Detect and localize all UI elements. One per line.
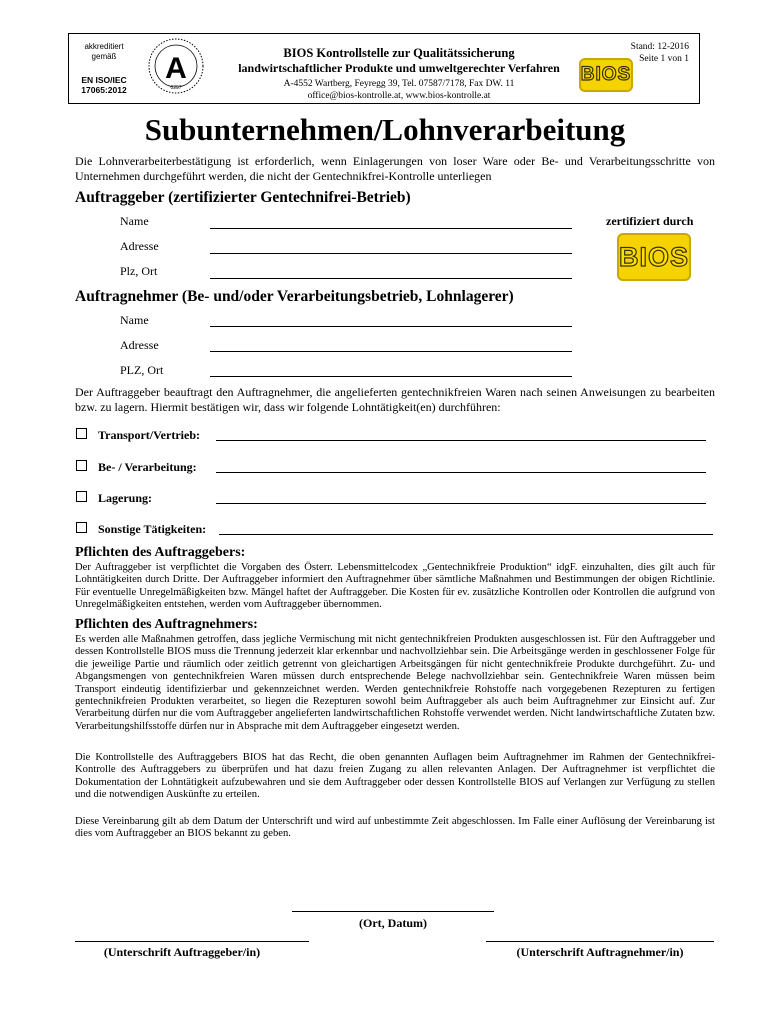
bios-logo-large <box>617 233 691 281</box>
accreditation-line-2: gemäß <box>91 52 117 61</box>
iso-standard-line-2: 17065:2012 <box>81 85 127 95</box>
org-contact: office@bios-kontrolle.at, www.bios-kontrolle.at <box>307 91 491 101</box>
place-date-label: (Ort, Datum) <box>359 916 427 930</box>
client-city-label: Plz, Ort <box>120 264 158 278</box>
intro-text: Die Lohnverarbeiterbestätigung ist erforderlich, wenn Einlagerungen von loser Ware oder Be- und Verarbeitungsschritte von Unternehmen durchgeführt werden, die nicht der Gentechnikfrei-Kontrolle unterliegen <box>75 154 715 183</box>
client-city-field[interactable] <box>210 278 572 279</box>
contractor-address-label: Adresse <box>120 338 159 352</box>
org-subtitle: landwirtschaftlicher Produkte und umweltgerechter Verfahren <box>238 61 560 75</box>
place-date-field[interactable] <box>292 911 494 912</box>
client-address-label: Adresse <box>120 239 159 253</box>
document-version <box>631 41 689 65</box>
contractor-signature-field[interactable] <box>486 941 714 942</box>
iso-standard-line-1: EN ISO/IEC <box>81 75 127 85</box>
header-box <box>68 33 700 104</box>
org-address: A-4552 Wartberg, Feyregg 39, Tel. 07587/7178, Fax DW. 11 <box>283 79 515 89</box>
contractor-name-label: Name <box>120 313 149 327</box>
client-name-label: Name <box>120 214 149 228</box>
client-duties-text: Der Auftraggeber ist verpflichtet die Vorgaben des Österr. Lebensmittelcodex „Gentechnikfreie Produktion“ idgF. einzuhalten, dies gilt auch für Lohntätigkeiten durch Dritte. Der Auftraggeber informiert den Auftragnehmer über sämtliche Maßnahmen und Bestimmungen der obigen Richtlinie. Für eventuelle Unregelmäßigkeiten bzw. Mängel haftet der Auftraggeber. Die Kosten für ev. zusätzliche Kontrollen oder Kontrollen die aufgrund von Unregelmäßigkeiten entstehen, werden vom Auftraggeber übernommen. <box>75 562 715 611</box>
contractor-duties-text: Es werden alle Maßnahmen getroffen, dass jegliche Vermischung mit nicht gentechnikfreien Produkten ausgeschlossen ist. Für den Auftraggeber und dessen Kontrollstelle BIOS muss die Trennung jederzeit klar erkennbar und nachvollziehbar sein. Die Arbeitsgänge werden in geschlossener Folge für die jeweilige Partie und räumlich oder zeitlich getrennt von gleichartigen Arbeitsgängen für nicht gentechnikfreie Produkte durchgeführt. Zu- und Abgangsmengen von gentechnikfreien Waren müssen durch entsprechende Belege nachvollziehbar sein. Gentechnikfreie Waren müssen beim Transport eindeutig identifizierbar und gekennzeichnet werden. Werden gentechnikfreie Rohstoffe nach vorgegebenen Rezepturen zu fertigen gentechnikfreien Produkten verarbeitet, so liegen die Rezepturen sowohl beim Auftraggeber als auch beim Auftragnehmer zur Einsicht auf. Zur Verarbeitung dürfen nur die vom Auftraggeber angelieferten landwirtschaftlichen Rohstoffe verwendet werden. Nicht landwirtschaftliche Zutaten bzw. Verarbeitungshilfsstoffe dürfen nur in Absprache mit dem Auftraggeber eingesetzt werden. <box>75 634 715 732</box>
activity-field-other[interactable] <box>219 534 713 535</box>
activity-label-storage: Lagerung: <box>98 491 152 505</box>
contractor-address-field[interactable] <box>210 351 572 352</box>
contractor-city-field[interactable] <box>210 376 572 377</box>
activity-label-processing: Be- / Verarbeitung: <box>98 460 197 474</box>
client-duties-heading: Pflichten des Auftraggebers: <box>75 545 246 560</box>
contractor-name-field[interactable] <box>210 326 572 327</box>
accreditation-block <box>73 42 135 95</box>
activity-checkbox-transport[interactable] <box>76 428 87 439</box>
activity-label-other: Sonstige Tätigkeiten: <box>98 522 207 536</box>
contractor-heading: Auftragnehmer (Be- und/oder Verarbeitungsbetrieb, Lohnlagerer) <box>75 288 514 305</box>
org-name: BIOS Kontrollstelle zur Qualitätssicherung <box>283 46 515 60</box>
agreement-text: Diese Vereinbarung gilt ab dem Datum der Unterschrift und wird auf unbestimmte Zeit abgeschlossen. Im Falle einer Auflösung der Vereinbarung ist dies vom Auftraggeber an BIOS bekannt zu geben. <box>75 816 715 840</box>
stand-date: Stand: 12-2016 <box>630 42 689 52</box>
bios-logo-large-text: BIOS <box>619 241 690 272</box>
activity-label-transport: Transport/Vertrieb: <box>98 428 200 442</box>
contractor-city-label: PLZ, Ort <box>120 363 164 377</box>
activity-field-processing[interactable] <box>216 472 706 473</box>
page-number: Seite 1 von 1 <box>639 54 689 64</box>
activity-field-storage[interactable] <box>216 503 706 504</box>
contractor-duties-heading: Pflichten des Auftragnehmers: <box>75 617 258 632</box>
client-address-field[interactable] <box>210 253 572 254</box>
seal-number: 0297 <box>170 85 182 91</box>
org-info <box>209 45 589 102</box>
activity-checkbox-storage[interactable] <box>76 491 87 502</box>
bios-logo-text: BIOS <box>580 64 632 85</box>
activity-checkbox-other[interactable] <box>76 522 87 533</box>
bios-logo <box>579 58 633 92</box>
client-signature-label: (Unterschrift Auftraggeber/in) <box>103 945 261 959</box>
commission-text: Der Auftraggeber beauftragt den Auftragnehmer, die angelieferten gentechnikfreien Waren nach seinen Anweisungen zu bearbeiten bzw. zu lagern. Hiermit bestätigen wir, dass wir folgende Lohntätigkeit(en) durchführen: <box>75 385 715 414</box>
contractor-signature-label: (Unterschrift Auftragnehmer/in) <box>516 945 684 959</box>
activity-field-transport[interactable] <box>216 440 706 441</box>
certified-by-label: zertifiziert durch <box>606 214 694 228</box>
accreditation-line-1: akkreditiert <box>84 42 124 51</box>
page-title: Subunternehmen/Lohnverarbeitung <box>144 112 626 147</box>
seal-letter: A <box>165 52 187 85</box>
client-heading: Auftraggeber (zertifizierter Gentechnifrei-Betrieb) <box>75 189 411 206</box>
client-name-field[interactable] <box>210 228 572 229</box>
accreditation-seal-icon <box>147 37 205 95</box>
inspection-rights-text: Die Kontrollstelle des Auftraggebers BIOS hat das Recht, die oben genannten Auflagen beim Auftragnehmer im Rahmen der Gentechnikfrei-Kontrolle des Auftraggebers zu überprüfen und hat dazu freien Zugang zu allen relevanten Anlagen. Der Auftragnehmer ist verpflichtet die Dokumentation der Lohntätigkeit aufzubewahren und sie dem Auftraggeber oder dessen Kontrollstelle BIOS auf Verlangen zur Verfügung zu stellen und die notwendigen Auskünfte zu erteilen. <box>75 752 715 801</box>
client-signature-field[interactable] <box>75 941 309 942</box>
activity-checkbox-processing[interactable] <box>76 460 87 471</box>
